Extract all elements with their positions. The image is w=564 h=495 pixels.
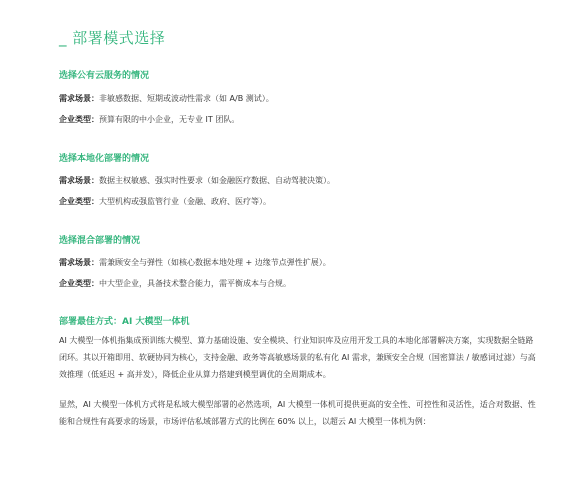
enterprise-label: 企业类型： xyxy=(59,115,99,124)
enterprise-text: 中大型企业，具备技术整合能力，需平衡成本与合规。 xyxy=(99,279,291,288)
on-premise-enterprise xyxy=(59,196,271,207)
best-deployment-paragraph-2: 显然，AI 大模型一体机方式将是私域大模型部署的必然选项，AI 大模型一体机可提供更高的安全性、可控性和灵活性，适合对数据、性能和合规性有高要求的场景，市场评估私域部署方式的比例在 60% 以上，以超云 AI 大模型一体机为例： xyxy=(59,400,536,426)
enterprise-label: 企业类型： xyxy=(59,197,99,206)
enterprise-label: 企业类型： xyxy=(59,279,99,288)
demand-text: 非敏感数据、短期或波动性需求（如 A/B 测试）。 xyxy=(99,94,274,103)
section-heading-best-deployment: 部署最佳方式：AI 大模型一体机 xyxy=(59,317,190,327)
section-heading-public-cloud: 选择公有云服务的情况 xyxy=(59,71,150,81)
enterprise-text: 大型机构或强监管行业（金融、政府、医疗等）。 xyxy=(99,197,271,206)
enterprise-text: 预算有限的中小企业，无专业 IT 团队。 xyxy=(99,115,240,124)
hybrid-demand xyxy=(59,257,331,268)
demand-label: 需求场景： xyxy=(59,176,99,185)
demand-label: 需求场景： xyxy=(59,258,99,267)
section-heading-on-premise: 选择本地化部署的情况 xyxy=(59,154,150,164)
demand-text: 需兼顾安全与弹性（如核心数据本地处理 + 边缘节点弹性扩展）。 xyxy=(99,258,331,267)
demand-label: 需求场景： xyxy=(59,94,99,103)
on-premise-demand xyxy=(59,175,335,186)
demand-text: 数据主权敏感、强实时性要求（如金融医疗数据、自动驾驶决策）。 xyxy=(99,176,335,185)
page-title: _ 部署模式选择 xyxy=(59,29,166,47)
section-heading-hybrid: 选择混合部署的情况 xyxy=(59,236,141,246)
hybrid-enterprise xyxy=(59,278,291,289)
public-cloud-demand xyxy=(59,93,274,104)
public-cloud-enterprise xyxy=(59,114,239,125)
best-deployment-paragraph-1: AI 大模型一体机指集成预训练大模型、算力基础设施、安全模块、行业知识库及应用开发工具的本地化部署解决方案，实现数据全链路闭环。其以开箱即用、软硬协同为核心，支持金融、政务等高敏感场景的私有化 AI 需求，兼顾安全合规（国密算法 / 敏感词过滤）与高效推理（低延迟 + 高并发），降低企业从算力搭建到模型调优的全周期成本。 xyxy=(59,336,536,379)
